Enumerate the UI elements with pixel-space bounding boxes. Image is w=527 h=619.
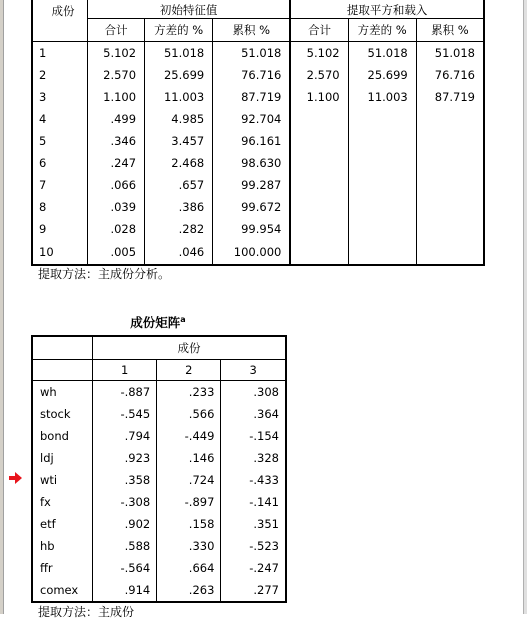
subheader-variance-pct: 方差的 %	[145, 19, 213, 42]
matrix-subheader-row	[32, 360, 286, 381]
cell-loading-1: .914	[93, 579, 157, 602]
cell-ext-variance-pct	[348, 108, 416, 130]
cell-loading-3: -.141	[249, 495, 279, 509]
cell-loading-2: .233	[157, 381, 221, 404]
cell-loading-1: -.308	[93, 491, 157, 513]
matrix-group-header: 成份	[177, 341, 201, 355]
cell-loading-3: -.154	[249, 429, 279, 443]
cell-ext-cumulative-pct: 76.716	[434, 68, 475, 82]
header-component: 成份	[32, 0, 88, 19]
cell-variable-name: bond	[32, 425, 93, 447]
cell-variance-pct: 4.985	[145, 108, 213, 130]
subheader-total: 合计	[88, 19, 145, 42]
cell-variance-pct: 51.018	[145, 42, 213, 65]
cell-variance-pct: 11.003	[145, 86, 213, 108]
cell-loading-3: .351	[253, 517, 279, 531]
cell-loading-2: .158	[157, 513, 221, 535]
cell-variable-name: comex	[32, 579, 93, 602]
table-row	[32, 535, 286, 557]
cell-component: 6	[32, 152, 88, 174]
cell-ext-cumulative-pct	[416, 152, 484, 174]
component-matrix-title	[0, 313, 316, 331]
table-row	[32, 425, 286, 447]
cell-variable-name: stock	[32, 403, 93, 425]
cell-ext-variance-pct	[348, 152, 416, 174]
cell-total: .346	[88, 130, 145, 152]
cell-total: .499	[88, 108, 145, 130]
table-row	[32, 491, 286, 513]
subheader-ext-variance-pct: 方差的 %	[348, 19, 416, 42]
cell-loading-3: .308	[253, 385, 279, 399]
cell-loading-2: -.449	[157, 425, 221, 447]
cell-loading-1: .902	[93, 513, 157, 535]
extraction-method-note: 提取方法：主成份分析。	[38, 267, 171, 281]
table-row	[32, 403, 286, 425]
table-row	[32, 152, 484, 174]
cell-total: .066	[88, 174, 145, 196]
cell-variable-name: ldj	[32, 447, 93, 469]
cell-loading-2: .263	[157, 579, 221, 602]
matrix-col-1: 1	[93, 360, 157, 381]
cell-ext-cumulative-pct	[416, 218, 484, 240]
cell-total: 5.102	[88, 42, 145, 65]
table-row	[32, 130, 484, 152]
cell-loading-3: -.433	[249, 473, 279, 487]
cell-loading-3: .277	[253, 583, 279, 597]
cell-ext-variance-pct	[348, 218, 416, 240]
cell-component: 9	[32, 218, 88, 240]
cell-loading-2: -.897	[157, 491, 221, 513]
cell-total: .028	[88, 218, 145, 240]
table-row	[32, 196, 484, 218]
cell-variable-name: wh	[32, 381, 93, 404]
cell-ext-variance-pct	[348, 130, 416, 152]
cell-total: 2.570	[88, 64, 145, 86]
cell-total: .005	[88, 240, 145, 265]
cell-cumulative-pct: 99.287	[213, 174, 291, 196]
matrix-extraction-note: 提取方法：主成份	[38, 605, 135, 619]
cell-ext-variance-pct: 11.003	[348, 86, 416, 108]
cell-ext-total: 1.100	[290, 86, 348, 108]
cell-component: 2	[32, 64, 88, 86]
cell-variable-name: etf	[32, 513, 93, 535]
cell-loading-2: .724	[157, 469, 221, 491]
cell-loading-3: -.523	[249, 539, 279, 553]
cell-ext-total	[290, 108, 348, 130]
subheader-ext-total: 合计	[290, 19, 348, 42]
table-row	[32, 447, 286, 469]
matrix-corner-cell	[32, 336, 93, 360]
cell-cumulative-pct: 99.954	[213, 218, 291, 240]
cell-total: .039	[88, 196, 145, 218]
matrix-corner-cell-lower	[32, 360, 93, 381]
header-extraction-sums: 提取平方和载入	[346, 3, 428, 17]
cell-loading-2: .664	[157, 557, 221, 579]
cell-ext-variance-pct: 25.699	[348, 64, 416, 86]
red-arrow-icon	[9, 472, 22, 484]
cell-ext-total	[290, 240, 348, 265]
table-row	[32, 579, 286, 602]
table-header-row	[32, 0, 484, 19]
cell-component: 1	[32, 42, 88, 65]
cell-loading-3: .328	[253, 451, 279, 465]
cell-loading-2: .566	[157, 403, 221, 425]
cell-ext-total	[290, 130, 348, 152]
cell-component: 4	[32, 108, 88, 130]
cell-loading-3: -.247	[249, 561, 279, 575]
table-row	[32, 64, 484, 86]
matrix-col-3: 3	[221, 360, 286, 381]
cell-total: .247	[88, 152, 145, 174]
cell-loading-1: .358	[93, 469, 157, 491]
matrix-header-row	[32, 336, 286, 360]
table-row	[32, 108, 484, 130]
cell-cumulative-pct: 99.672	[213, 196, 291, 218]
component-matrix-table	[31, 335, 287, 603]
cell-component: 7	[32, 174, 88, 196]
cell-cumulative-pct: 51.018	[213, 42, 291, 65]
cell-ext-variance-pct	[348, 196, 416, 218]
cell-ext-cumulative-pct: 87.719	[434, 90, 475, 104]
cell-variance-pct: .657	[145, 174, 213, 196]
matrix-col-2: 2	[157, 360, 221, 381]
cell-cumulative-pct: 92.704	[213, 108, 291, 130]
cell-ext-total	[290, 152, 348, 174]
cell-variance-pct: .386	[145, 196, 213, 218]
cell-variable-name: fx	[32, 491, 93, 513]
cell-ext-cumulative-pct: 51.018	[434, 46, 475, 60]
cell-cumulative-pct: 100.000	[213, 240, 291, 265]
table-row	[32, 513, 286, 535]
cell-component: 3	[32, 86, 88, 108]
cell-variable-name: wti	[32, 469, 93, 491]
cell-variance-pct: 3.457	[145, 130, 213, 152]
cell-ext-cumulative-pct	[416, 130, 484, 152]
cell-component: 5	[32, 130, 88, 152]
cell-variance-pct: .046	[145, 240, 213, 265]
cell-loading-1: .588	[93, 535, 157, 557]
cell-loading-3: .364	[253, 407, 279, 421]
cell-ext-total: 5.102	[290, 42, 348, 65]
cell-cumulative-pct: 98.630	[213, 152, 291, 174]
right-scrollbar-edge[interactable]	[523, 0, 527, 614]
cell-cumulative-pct: 76.716	[213, 64, 291, 86]
cell-component: 8	[32, 196, 88, 218]
table-row	[32, 42, 484, 65]
cell-ext-variance-pct: 51.018	[348, 42, 416, 65]
cell-cumulative-pct: 87.719	[213, 86, 291, 108]
cell-ext-cumulative-pct	[416, 240, 484, 265]
table-row	[32, 86, 484, 108]
cell-ext-variance-pct	[348, 174, 416, 196]
cell-total: 1.100	[88, 86, 145, 108]
cell-ext-total	[290, 196, 348, 218]
table-row	[32, 469, 286, 491]
cell-variable-name: hb	[32, 535, 93, 557]
cell-loading-2: .146	[157, 447, 221, 469]
cell-loading-2: .330	[157, 535, 221, 557]
cell-ext-total	[290, 218, 348, 240]
left-scrollbar-edge[interactable]	[0, 0, 4, 614]
header-initial-eigenvalues: 初始特征值	[88, 0, 291, 19]
cell-ext-total	[290, 174, 348, 196]
cell-loading-1: -.887	[93, 381, 157, 404]
component-matrix-title-text: 成份矩阵	[130, 315, 181, 330]
total-variance-table	[31, 0, 485, 266]
cell-ext-cumulative-pct	[416, 174, 484, 196]
cell-ext-variance-pct	[348, 240, 416, 265]
cell-variance-pct: 25.699	[145, 64, 213, 86]
table-row	[32, 557, 286, 579]
cell-ext-cumulative-pct	[416, 108, 484, 130]
cell-variance-pct: 2.468	[145, 152, 213, 174]
cell-loading-1: -.545	[93, 403, 157, 425]
table-row	[32, 174, 484, 196]
subheader-cumulative-pct: 累积 %	[213, 19, 291, 42]
cell-ext-total: 2.570	[290, 64, 348, 86]
header-component-blank	[32, 19, 88, 42]
table-row	[32, 218, 484, 240]
cell-loading-1: -.564	[93, 557, 157, 579]
subheader-ext-cumulative-pct: 累积 %	[416, 19, 484, 42]
cell-loading-1: .923	[93, 447, 157, 469]
cell-component: 10	[32, 240, 88, 265]
title-footnote-marker: a	[180, 314, 186, 324]
cell-cumulative-pct: 96.161	[213, 130, 291, 152]
table-row	[32, 240, 484, 265]
cell-loading-1: .794	[93, 425, 157, 447]
cell-variance-pct: .282	[145, 218, 213, 240]
table-row	[32, 381, 286, 404]
cell-ext-cumulative-pct	[416, 196, 484, 218]
table-subheader-row	[32, 19, 484, 42]
cell-variable-name: ffr	[32, 557, 93, 579]
